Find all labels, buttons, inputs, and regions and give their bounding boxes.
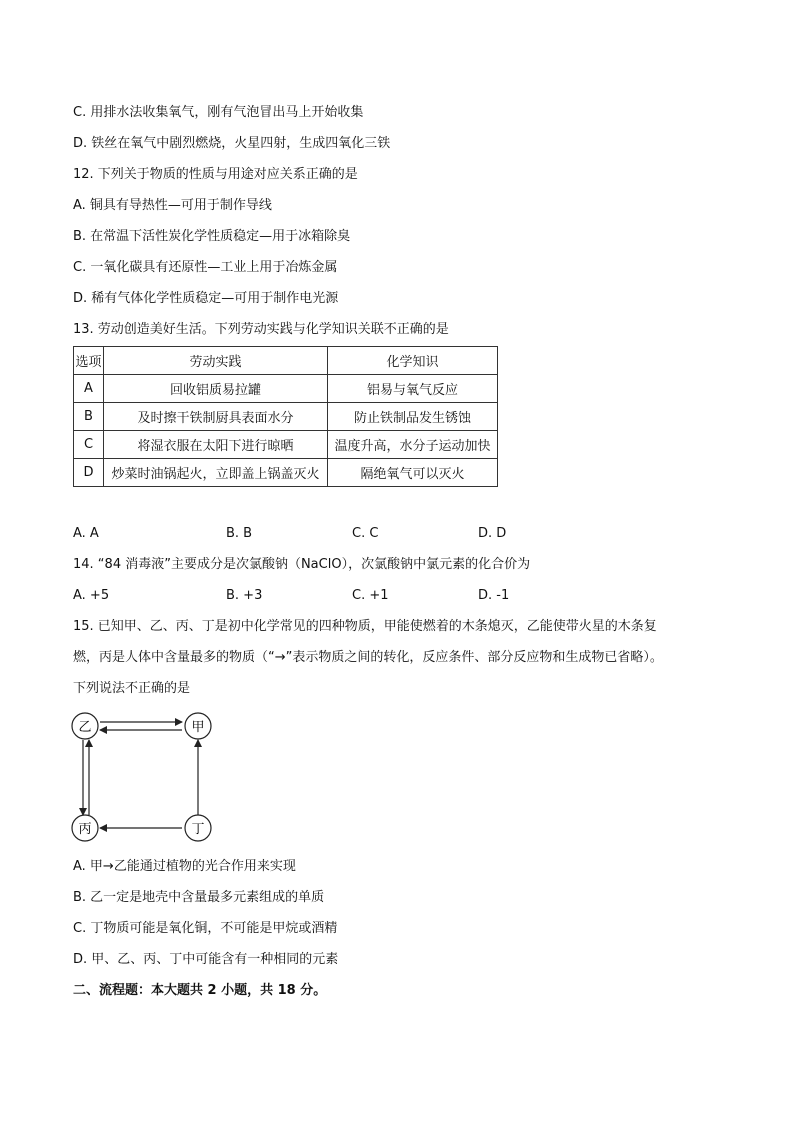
q15-stem-line-1: 15. 已知甲、乙、丙、丁是初中化学常见的四种物质，甲能使燃着的木条熄灭，乙能使带火星的木条复 — [73, 619, 657, 634]
table-cell: 防止铁制品发生锈蚀 — [328, 403, 498, 431]
table-header-cell: 选项 — [74, 347, 104, 375]
q13-stem: 13. 劳动创造美好生活。下列劳动实践与化学知识关联不正确的是 — [73, 322, 449, 337]
table-cell: D — [74, 459, 104, 487]
q14-option-b: B. +3 — [226, 588, 263, 603]
q12-option-a: A. 铜具有导热性—可用于制作导线 — [73, 198, 272, 213]
q15-conversion-diagram — [70, 706, 220, 846]
table-row — [74, 431, 498, 459]
node-yi-label: 乙 — [78, 720, 92, 735]
table-cell: 温度升高，水分子运动加快 — [328, 431, 498, 459]
table-header-cell: 化学知识 — [328, 347, 498, 375]
table-row — [74, 459, 498, 487]
q15-option-c: C. 丁物质可能是氧化铜，不可能是甲烷或酒精 — [73, 921, 338, 936]
q15-option-b: B. 乙一定是地壳中含量最多元素组成的单质 — [73, 890, 325, 905]
q14-option-d: D. -1 — [478, 588, 510, 603]
q12-option-b: B. 在常温下活性炭化学性质稳定—用于冰箱除臭 — [73, 229, 351, 244]
section-heading: 二、流程题：本大题共 2 小题，共 18 分。 — [73, 983, 327, 998]
q13-table — [73, 346, 498, 487]
node-yi — [72, 713, 98, 739]
node-bing — [72, 815, 98, 841]
q14-option-a: A. +5 — [73, 588, 110, 603]
table-cell: 炒菜时油锅起火，立即盖上锅盖灭火 — [104, 459, 328, 487]
table-cell: 回收铝质易拉罐 — [104, 375, 328, 403]
table-row — [74, 403, 498, 431]
table-row — [74, 375, 498, 403]
node-ding-label: 丁 — [191, 822, 205, 837]
table-cell: 及时擦干铁制厨具表面水分 — [104, 403, 328, 431]
q13-option-b: B. B — [226, 526, 253, 541]
table-cell: 隔绝氧气可以灭火 — [328, 459, 498, 487]
table-cell: B — [74, 403, 104, 431]
q14-stem: 14. “84 消毒液”主要成分是次氯酸钠（NaClO），次氯酸钠中氯元素的化合价为 — [73, 557, 531, 572]
q14-option-c: C. +1 — [352, 588, 389, 603]
table-cell: 铝易与氧气反应 — [328, 375, 498, 403]
q12-option-d: D. 稀有气体化学性质稳定—可用于制作电光源 — [73, 291, 339, 306]
q11-option-d: D. 铁丝在氧气中剧烈燃烧，火星四射，生成四氧化三铁 — [73, 136, 391, 151]
table-header-cell: 劳动实践 — [104, 347, 328, 375]
node-bing-label: 丙 — [78, 822, 92, 837]
table-cell: 将湿衣服在太阳下进行晾晒 — [104, 431, 328, 459]
node-ding — [185, 815, 211, 841]
table-cell: A — [74, 375, 104, 403]
node-jia — [185, 713, 211, 739]
q12-stem: 12. 下列关于物质的性质与用途对应关系正确的是 — [73, 167, 358, 182]
q15-stem-line-2: 燃，丙是人体中含量最多的物质（“→”表示物质之间的转化，反应条件、部分反应物和生成物已省略）。 — [73, 650, 663, 665]
q12-option-c: C. 一氧化碳具有还原性—工业上用于冶炼金属 — [73, 260, 338, 275]
q15-option-a: A. 甲→乙能通过植物的光合作用来实现 — [73, 859, 296, 874]
table-header-row — [74, 347, 498, 375]
q11-option-c: C. 用排水法收集氧气，刚有气泡冒出马上开始收集 — [73, 105, 364, 120]
q15-stem-line-3: 下列说法不正确的是 — [73, 681, 191, 696]
q13-option-c: C. C — [352, 526, 379, 541]
node-jia-label: 甲 — [191, 720, 205, 735]
q15-option-d: D. 甲、乙、丙、丁中可能含有一种相同的元素 — [73, 952, 339, 967]
q13-option-d: D. D — [478, 526, 507, 541]
table-cell: C — [74, 431, 104, 459]
q13-option-a: A. A — [73, 526, 99, 541]
